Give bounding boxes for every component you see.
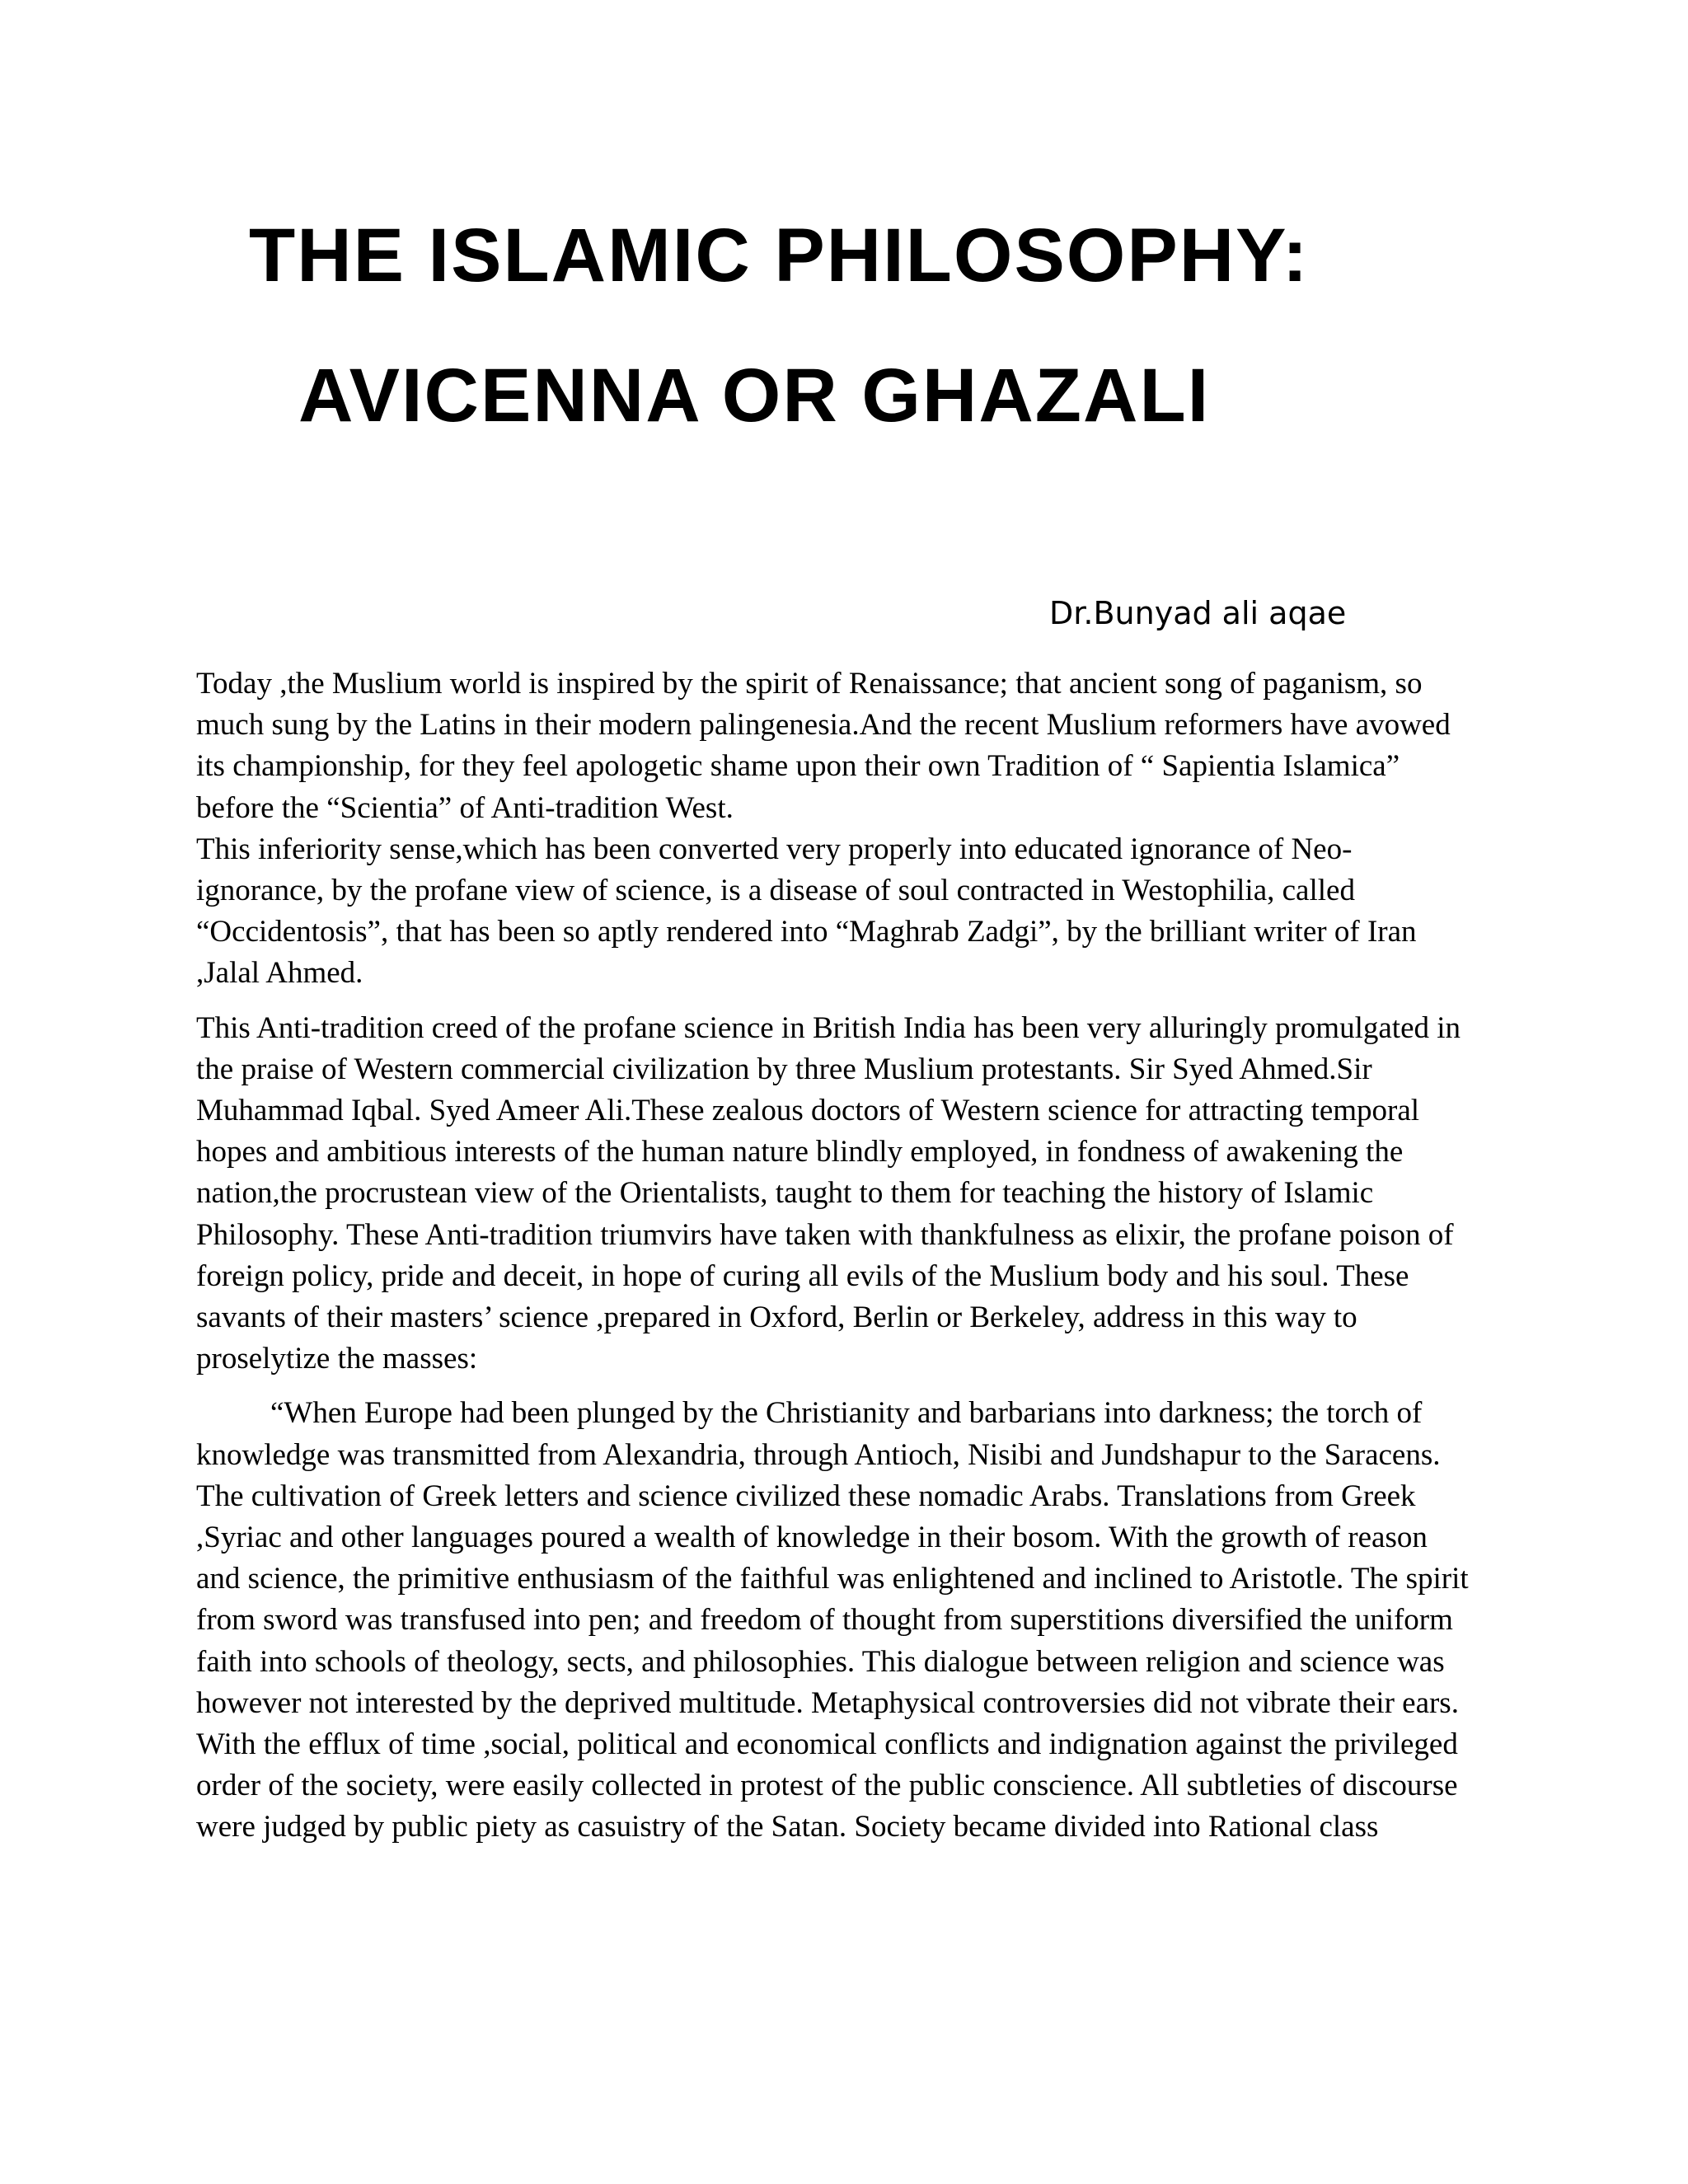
author-name: Dr.Bunyad ali aqae [1049, 595, 1347, 631]
paragraph-1: Today ,the Muslium world is inspired by the spirit of Renaissance; that ancient song of paganism, so much sung by the Latins in their modern palingenesia.And the recent Muslium reformers have avowed its championship, for they feel apologetic shame upon their own Tradition of “ Sapientia Islamica” before the “Scientia” of Anti-tradition West. [196, 667, 1451, 825]
paragraph-3: This Anti-tradition creed of the profane science in British India has been very alluringly promulgated in the praise of Western commercial civilization by three Muslium protestants. Sir Syed Ahmed.Sir Muhammad Iqbal. Syed Ameer Ali.These zealous doctors of Western science for attracting temporal hopes and ambitious interests of the human nature blindly employed, in fondness of awakening the nation,the procrustean view of the Orientalists, taught to them for teaching the history of Islamic Philosophy. These Anti-tradition triumvirs have taken with thankfulness as elixir, the profane poison of foreign policy, pride and deceit, in hope of curing all evils of the Muslium body and his soul. These savants of their masters’ science ,prepared in Oxford, Berlin or Berkeley, address in this way to proselytize the masses: [196, 1010, 1461, 1376]
title-line-1: THE ISLAMIC PHILOSOPHY: [249, 213, 1310, 298]
title-line-2: AVICENNA OR GHAZALI [298, 354, 1211, 438]
body-text [196, 663, 1478, 1849]
paragraph-2: This inferiority sense,which has been converted very properly into educated ignorance of Neo-ignorance, by the profane view of science, is a disease of soul contracted in Westophilia, called “Occidentosis”, that has been so aptly rendered into “Maghrab Zadgi”, by the brilliant writer of Iran ,Jalal Ahmed. [196, 832, 1417, 991]
paragraph-4-quote: “When Europe had been plunged by the Christianity and barbarians into darkness; the torch of knowledge was transmitted from Alexandria, through Antioch, Nisibi and Jundshapur to the Saracens. The cultivation of Greek letters and science civilized these nomadic Arabs. Translations from Greek ,Syriac and other languages poured a wealth of knowledge in their bosom. With the growth of reason and science, the primitive enthusiasm of the faithful was enlightened and inclined to Aristotle. The spirit from sword was transfused into pen; and freedom of thought from superstitions diversified the uniform faith into schools of theology, sects, and philosophies. This dialogue between religion and science was however not interested by the deprived multitude. Metaphysical controversies did not vibrate their ears. With the efflux of time ,social, political and economical conflicts and indignation against the privileged order of the society, were easily collected in protest of the public conscience. All subtleties of discourse were judged by public piety as casuistry of the Satan. Society became divided into Rational class [196, 1396, 1469, 1844]
